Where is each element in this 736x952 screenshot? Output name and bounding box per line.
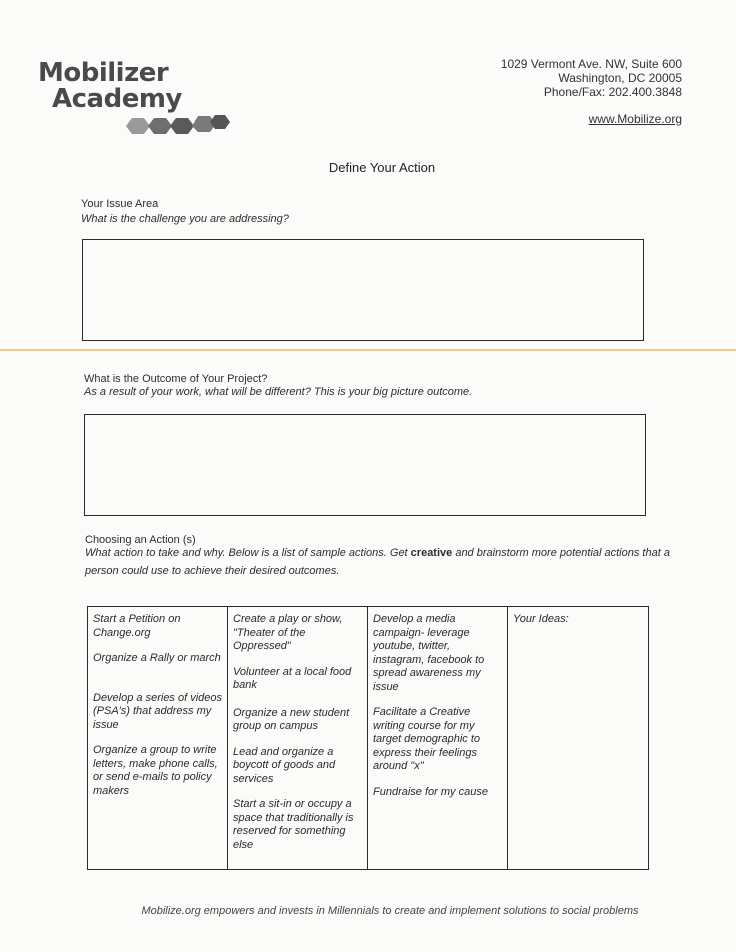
outcome-label: What is the Outcome of Your Project? (84, 373, 268, 385)
actions-table (87, 606, 649, 870)
address-block (501, 57, 682, 99)
page-fold-line (0, 349, 736, 351)
action-item: Organize a group to write letters, make phone calls, or send e-mails to policy makers (93, 744, 218, 797)
action-item: Start a Petition on Change.org (93, 613, 181, 639)
action-item: Organize a new student group on campus (233, 706, 350, 732)
actions-column-2 (228, 607, 368, 870)
outcome-prompt: As a result of your work, what will be different? This is your big picture outcome. (84, 386, 473, 398)
issue-area-input-box[interactable] (82, 239, 644, 341)
choosing-action-label: Choosing an Action (s) (85, 534, 196, 546)
choosing-action-prompt (85, 544, 695, 580)
issue-area-label: Your Issue Area (81, 198, 159, 210)
logo (38, 58, 238, 138)
issue-area-prompt: What is the challenge you are addressing? (81, 213, 289, 225)
actions-column-3 (368, 607, 508, 870)
your-ideas-label: Your Ideas: (513, 613, 569, 625)
page-title: Define Your Action (328, 160, 436, 175)
actions-column-1 (88, 607, 228, 870)
action-item: Facilitate a Creative writing course for my target demographic to express their feelings around "x" (373, 706, 481, 772)
address-phone: Phone/Fax: 202.400.3848 (543, 85, 682, 99)
action-item: Start a sit-in or occupy a space that traditionally is reserved for something else (233, 798, 354, 851)
address-city: Washington, DC 20005 (558, 71, 682, 85)
action-item: Organize a Rally or march (93, 652, 221, 664)
logo-text-line2: Academy (52, 84, 182, 114)
your-ideas-column[interactable] (508, 607, 649, 870)
action-item: Develop a media campaign- leverage youtube, twitter, instagram, facebook to spread awareness my issue (373, 613, 485, 693)
prompt-text-after: and brainstorm more potential actions that a person could use to achieve their desired outcomes. (85, 547, 670, 577)
address-street: 1029 Vermont Ave. NW, Suite 600 (500, 57, 682, 71)
outcome-input-box[interactable] (84, 414, 646, 516)
action-item: Fundraise for my cause (373, 785, 488, 798)
prompt-text-before: What action to take and why. Below is a list of sample actions. Get (85, 547, 411, 559)
logo-text-line1: Mobilizer (38, 58, 169, 88)
prompt-bold-word: creative (410, 547, 453, 559)
action-item: Lead and organize a boycott of goods and services (233, 745, 336, 785)
website-link[interactable]: www.Mobilize.org (588, 112, 682, 126)
logo-hexagon-icon (122, 114, 232, 138)
action-item: Volunteer at a local food bank (233, 665, 352, 691)
action-item: Create a play or show, "Theater of the Oppressed" (233, 613, 343, 652)
footer-tagline: Mobilize.org empowers and invests in Millennials to create and implement solutions to social problems (141, 905, 639, 917)
action-item: Develop a series of videos (PSA's) that address my issue (93, 691, 223, 731)
